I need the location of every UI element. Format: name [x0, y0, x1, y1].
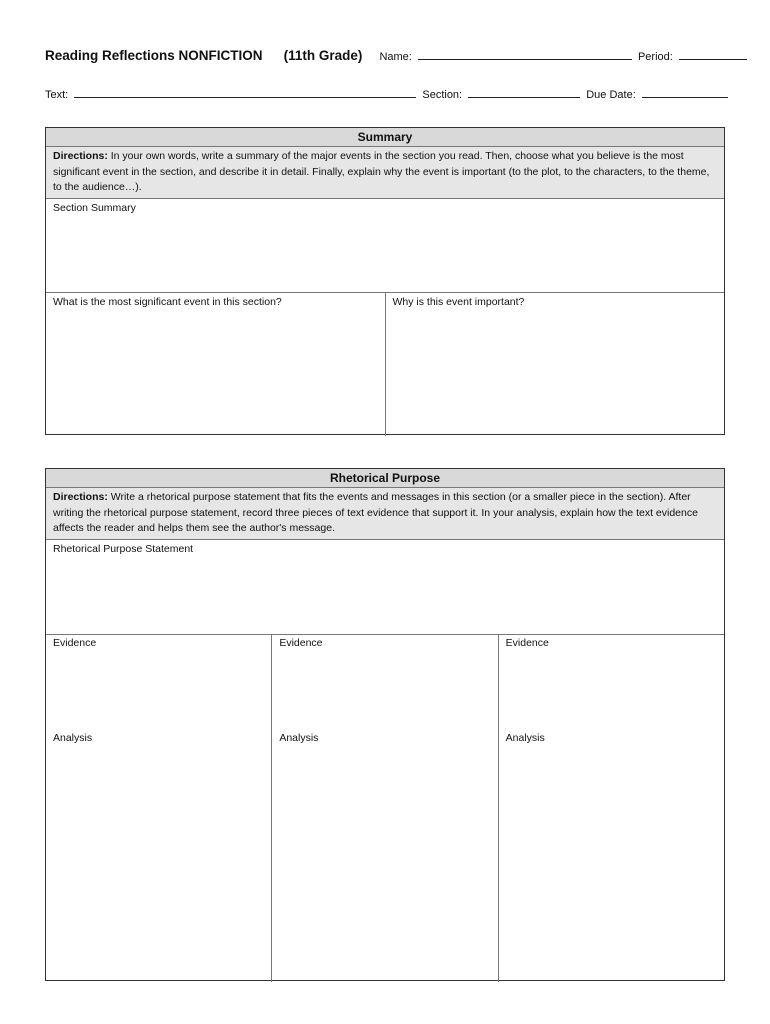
evidence-column-1[interactable] [46, 635, 272, 982]
due-date-label: Due Date: [586, 89, 636, 101]
significant-event-area[interactable] [46, 293, 386, 436]
section-label: Section: [422, 89, 463, 101]
header-row-1 [45, 48, 747, 63]
evidence-label: Evidence [53, 636, 97, 649]
analysis-label: Analysis [279, 731, 319, 744]
evidence-label: Evidence [279, 636, 323, 649]
analysis-label: Analysis [505, 731, 545, 744]
rhetorical-directions-label: Directions: [53, 491, 108, 503]
summary-event-row [46, 293, 724, 436]
rhetorical-purpose-box [45, 468, 725, 981]
summary-directions [46, 147, 724, 199]
rhetorical-statement-area[interactable] [46, 540, 724, 635]
section-summary-label: Section Summary [53, 201, 136, 214]
due-date-blank[interactable] [642, 86, 728, 98]
evidence-row [46, 635, 724, 982]
text-blank[interactable] [74, 86, 416, 98]
evidence-label: Evidence [505, 636, 549, 649]
analysis-label: Analysis [53, 731, 93, 744]
grade-label: (11th Grade) [283, 48, 363, 63]
evidence-column-2[interactable] [272, 635, 498, 982]
rhetorical-title: Rhetorical Purpose [46, 469, 724, 488]
period-label: Period: [637, 51, 673, 63]
name-blank[interactable] [418, 48, 632, 60]
period-blank[interactable] [679, 48, 747, 60]
evidence-column-3[interactable] [499, 635, 724, 982]
summary-directions-label: Directions: [53, 150, 108, 162]
why-important-label: Why is this event important? [392, 295, 525, 308]
rhetorical-directions-text: Write a rhetorical purpose statement that fits the events and messages in this section (or a smaller piece in the section). After writing the rhetorical purpose statement, record three pieces of text evidence that support it. In your analysis, explain how the text evidence affects the reader and helps them see the author's message. [53, 491, 698, 534]
section-blank[interactable] [468, 86, 580, 98]
rhetorical-directions [46, 488, 724, 540]
section-summary-area[interactable] [46, 199, 724, 293]
summary-title: Summary [46, 128, 724, 147]
summary-directions-text: In your own words, write a summary of the major events in the section you read. Then, choose what you believe is the most significant event in the section, and describe it in detail. Finally, explain why the event is important (to the plot, to the characters, to the theme, to the audience…). [53, 150, 710, 193]
text-label: Text: [45, 89, 69, 101]
rhetorical-statement-label: Rhetorical Purpose Statement [53, 542, 194, 555]
name-label: Name: [379, 51, 412, 63]
significant-event-label: What is the most significant event in this section? [53, 295, 282, 308]
summary-box [45, 127, 725, 435]
why-important-area[interactable] [386, 293, 725, 436]
worksheet-title: Reading Reflections NONFICTION [45, 48, 263, 63]
header-row-2 [45, 86, 728, 101]
